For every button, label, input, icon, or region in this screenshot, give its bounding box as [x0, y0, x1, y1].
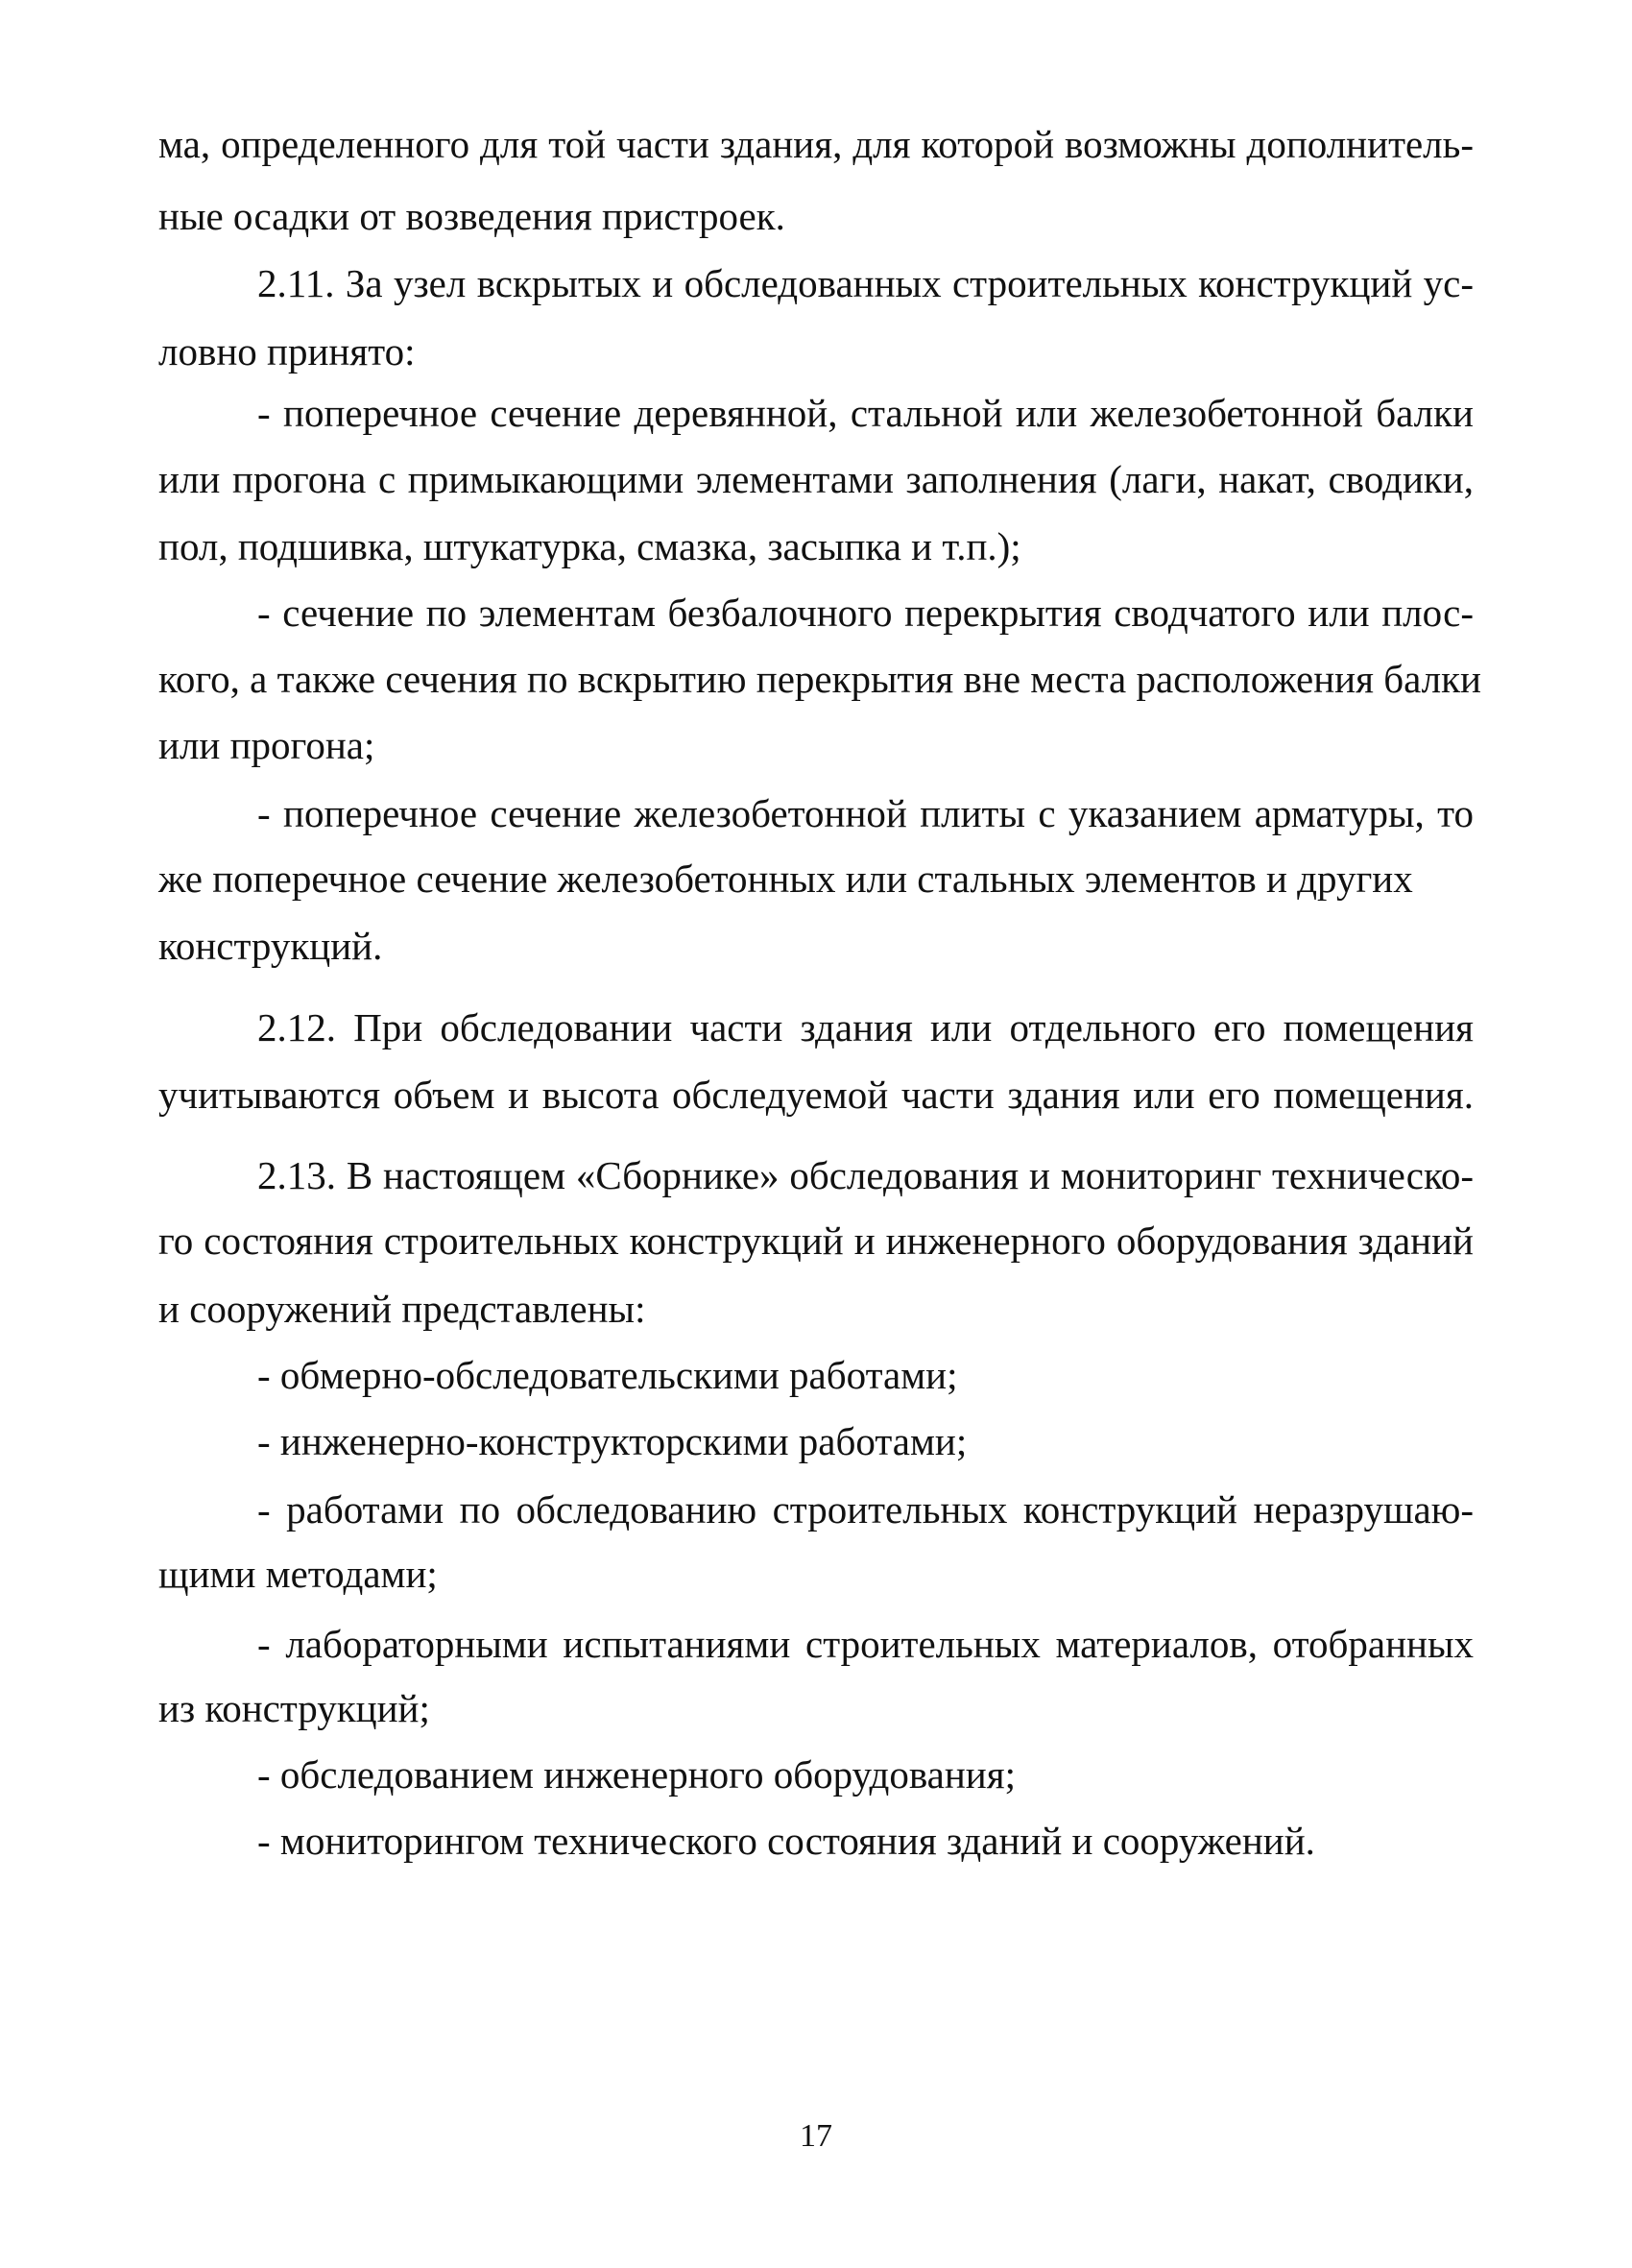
list-item: - работами по обследованию строительных конструкций неразрушаю- [257, 1487, 1474, 1532]
paragraph-line: или прогона; [158, 723, 375, 767]
paragraph-line: го состояния строительных конструкций и инженерного оборудования зданий [158, 1218, 1474, 1263]
paragraph-line: 2.13. В настоящем «Сборнике» обследования и мониторинг техническо- [257, 1153, 1474, 1197]
list-item: - мониторингом технического состояния зданий и сооружений. [257, 1819, 1315, 1863]
paragraph-line: щими методами; [158, 1552, 438, 1596]
paragraph-line: 2.11. За узел вскрытых и обследованных строительных конструкций ус- [257, 261, 1474, 305]
paragraph-line: ные осадки от возведения пристроек. [158, 194, 785, 238]
list-item: - поперечное сечение железобетонной плиты с указанием арматуры, то [257, 791, 1474, 835]
paragraph-line: 2.12. При обследовании части здания или отдельного его помещения [257, 1005, 1474, 1050]
paragraph-line: учитываются объем и высота обследуемой части здания или его помещения. [158, 1073, 1474, 1117]
paragraph-line: ма, определенного для той части здания, для которой возможны дополнитель- [158, 122, 1474, 166]
page-number: 17 [800, 2118, 832, 2154]
paragraph-line: кого, а также сечения по вскрытию перекрытия вне места расположения балки [158, 657, 1481, 701]
paragraph-line: и сооружений представлены: [158, 1287, 646, 1331]
paragraph-line: из конструкций; [158, 1686, 430, 1730]
list-item: - лабораторными испытаниями строительных материалов, отобранных [257, 1622, 1474, 1666]
list-item: - обследованием инженерного оборудования; [257, 1752, 1016, 1797]
list-item: - сечение по элементам безбалочного перекрытия сводчатого или плос- [257, 591, 1474, 635]
paragraph-line: пол, подшивка, штукатурка, смазка, засыпка и т.п.); [158, 524, 1021, 568]
paragraph-line: же поперечное сечение железобетонных или стальных элементов и других [158, 857, 1413, 901]
list-item: - обмерно-обследовательскими работами; [257, 1353, 958, 1397]
paragraph-line: ловно принято: [158, 329, 416, 374]
list-item: - поперечное сечение деревянной, стальной или железобетонной балки [257, 391, 1474, 435]
list-item: - инженерно-конструкторскими работами; [257, 1419, 968, 1463]
paragraph-line: конструкций. [158, 924, 383, 968]
paragraph-line: или прогона с примыкающими элементами заполнения (лаги, накат, сводики, [158, 457, 1474, 501]
